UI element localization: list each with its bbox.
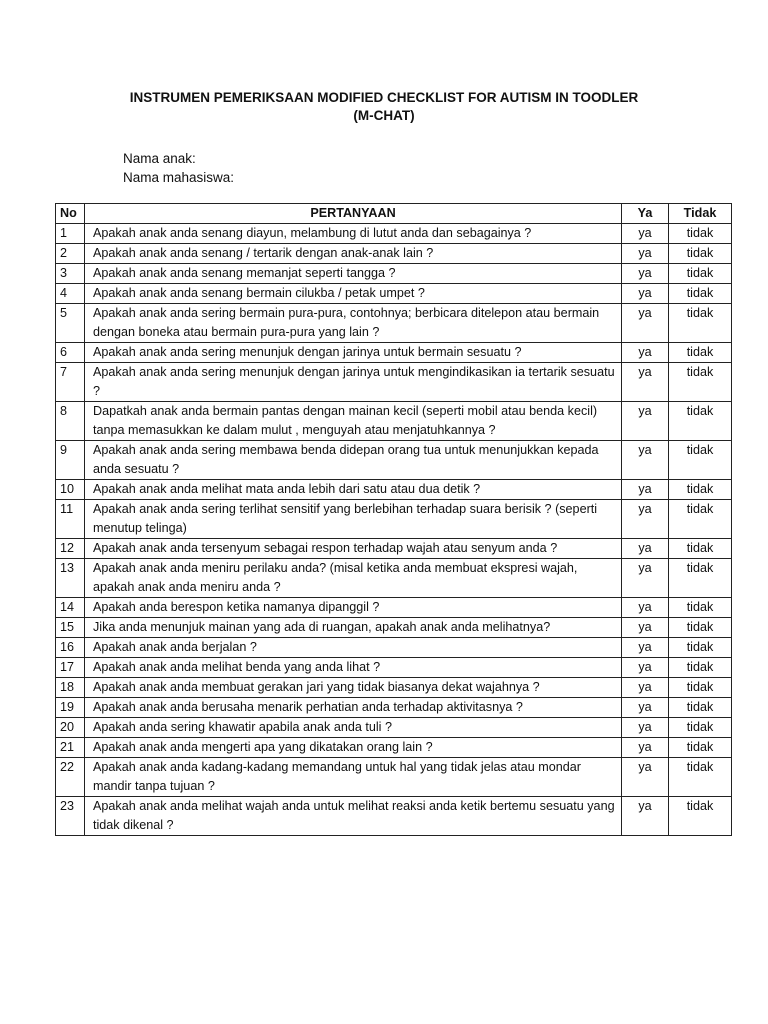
table-row <box>56 402 732 441</box>
row-answer-ya: ya <box>622 363 669 402</box>
row-number: 21 <box>56 738 85 758</box>
document-title: INSTRUMEN PEMERIKSAAN MODIFIED CHECKLIST FOR AUTISM IN TOODLER <box>129 90 639 105</box>
row-answer-ya: ya <box>622 559 669 598</box>
row-answer-tidak: tidak <box>669 284 732 304</box>
row-number: 15 <box>56 618 85 638</box>
row-question: Apakah anak anda sering terlihat sensitif yang berlebihan terhadap suara berisik ? (seperti menutup telinga) <box>85 500 622 539</box>
row-answer-ya: ya <box>622 618 669 638</box>
row-answer-ya: ya <box>622 539 669 559</box>
row-answer-tidak: tidak <box>669 480 732 500</box>
row-question: Jika anda menunjuk mainan yang ada di ruangan, apakah anak anda melihatnya? <box>85 618 622 638</box>
row-question: Apakah anak anda senang / tertarik dengan anak-anak lain ? <box>85 244 622 264</box>
row-answer-ya: ya <box>622 224 669 244</box>
row-answer-tidak: tidak <box>669 500 732 539</box>
mchat-question-table <box>55 203 732 836</box>
row-number: 22 <box>56 758 85 797</box>
row-number: 12 <box>56 539 85 559</box>
row-answer-tidak: tidak <box>669 678 732 698</box>
row-question: Apakah anak anda kadang-kadang memandang untuk hal yang tidak jelas atau mondar mandir tanpa tujuan ? <box>85 758 622 797</box>
table-row <box>56 618 732 638</box>
row-answer-tidak: tidak <box>669 244 732 264</box>
table-row <box>56 244 732 264</box>
row-number: 6 <box>56 343 85 363</box>
table-row <box>56 718 732 738</box>
row-number: 3 <box>56 264 85 284</box>
row-answer-ya: ya <box>622 718 669 738</box>
row-answer-ya: ya <box>622 638 669 658</box>
row-number: 20 <box>56 718 85 738</box>
row-question: Apakah anak anda melihat benda yang anda lihat ? <box>85 658 622 678</box>
header-question: PERTANYAAN <box>85 204 622 224</box>
row-question: Apakah anak anda mengerti apa yang dikatakan orang lain ? <box>85 738 622 758</box>
row-answer-tidak: tidak <box>669 658 732 678</box>
row-answer-ya: ya <box>622 244 669 264</box>
document-subtitle: (M-CHAT) <box>353 108 415 123</box>
row-question: Apakah anak anda meniru perilaku anda? (misal ketika anda membuat ekspresi wajah, apakah anak anda meniru anda ? <box>85 559 622 598</box>
row-question: Apakah anak anda sering bermain pura-pura, contohnya; berbicara ditelepon atau bermain dengan boneka atau bermain pura-pura yang lain ? <box>85 304 622 343</box>
table-row <box>56 758 732 797</box>
row-answer-tidak: tidak <box>669 224 732 244</box>
row-number: 13 <box>56 559 85 598</box>
row-question: Apakah anak anda senang diayun, melambung di lutut anda dan sebagainya ? <box>85 224 622 244</box>
table-row <box>56 224 732 244</box>
row-question: Apakah anda sering khawatir apabila anak anda tuli ? <box>85 718 622 738</box>
row-answer-tidak: tidak <box>669 402 732 441</box>
row-answer-ya: ya <box>622 698 669 718</box>
row-number: 5 <box>56 304 85 343</box>
row-answer-ya: ya <box>622 304 669 343</box>
row-number: 4 <box>56 284 85 304</box>
table-row <box>56 539 732 559</box>
row-answer-tidak: tidak <box>669 559 732 598</box>
row-answer-tidak: tidak <box>669 363 732 402</box>
table-row <box>56 343 732 363</box>
table-row <box>56 559 732 598</box>
row-answer-tidak: tidak <box>669 304 732 343</box>
row-answer-tidak: tidak <box>669 698 732 718</box>
header-tidak: Tidak <box>669 204 732 224</box>
row-answer-ya: ya <box>622 343 669 363</box>
table-row <box>56 738 732 758</box>
row-question: Apakah anak anda senang memanjat seperti tangga ? <box>85 264 622 284</box>
table-row <box>56 598 732 618</box>
row-question: Apakah anak anda membuat gerakan jari yang tidak biasanya dekat wajahnya ? <box>85 678 622 698</box>
row-answer-tidak: tidak <box>669 441 732 480</box>
table-row <box>56 304 732 343</box>
row-answer-tidak: tidak <box>669 598 732 618</box>
table-row <box>56 658 732 678</box>
row-answer-ya: ya <box>622 480 669 500</box>
row-number: 10 <box>56 480 85 500</box>
row-answer-ya: ya <box>622 500 669 539</box>
row-answer-tidak: tidak <box>669 638 732 658</box>
row-question: Apakah anak anda tersenyum sebagai respon terhadap wajah atau senyum anda ? <box>85 539 622 559</box>
row-number: 8 <box>56 402 85 441</box>
row-answer-tidak: tidak <box>669 718 732 738</box>
table-row <box>56 441 732 480</box>
row-question: Apakah anak anda sering membawa benda didepan orang tua untuk menunjukkan kepada anda sesuatu ? <box>85 441 622 480</box>
table-row <box>56 480 732 500</box>
table-row <box>56 284 732 304</box>
row-number: 1 <box>56 224 85 244</box>
row-answer-tidak: tidak <box>669 738 732 758</box>
table-row <box>56 678 732 698</box>
row-number: 2 <box>56 244 85 264</box>
row-question: Apakah anak anda berusaha menarik perhatian anda terhadap aktivitasnya ? <box>85 698 622 718</box>
row-number: 17 <box>56 658 85 678</box>
row-answer-ya: ya <box>622 284 669 304</box>
row-answer-ya: ya <box>622 598 669 618</box>
row-number: 23 <box>56 797 85 836</box>
row-question: Apakah anak anda senang bermain cilukba / petak umpet ? <box>85 284 622 304</box>
table-row <box>56 797 732 836</box>
row-number: 11 <box>56 500 85 539</box>
row-question: Apakah anak anda sering menunjuk dengan jarinya untuk mengindikasikan ia tertarik sesuatu ? <box>85 363 622 402</box>
row-answer-ya: ya <box>622 402 669 441</box>
table-header-row <box>56 204 732 224</box>
row-question: Apakah anda berespon ketika namanya dipanggil ? <box>85 598 622 618</box>
row-number: 14 <box>56 598 85 618</box>
row-number: 19 <box>56 698 85 718</box>
header-no: No <box>56 204 85 224</box>
row-answer-tidak: tidak <box>669 539 732 559</box>
row-question: Dapatkah anak anda bermain pantas dengan mainan kecil (seperti mobil atau benda kecil) tanpa memasukkan ke dalam mulut , menguyah atau menjatuhkannya ? <box>85 402 622 441</box>
table-row <box>56 500 732 539</box>
row-answer-ya: ya <box>622 658 669 678</box>
row-answer-tidak: tidak <box>669 758 732 797</box>
student-name-label: Nama mahasiswa: <box>123 170 235 185</box>
header-ya: Ya <box>622 204 669 224</box>
row-answer-ya: ya <box>622 441 669 480</box>
child-name-label: Nama anak: <box>123 151 196 166</box>
row-number: 9 <box>56 441 85 480</box>
row-number: 7 <box>56 363 85 402</box>
row-answer-ya: ya <box>622 797 669 836</box>
row-answer-tidak: tidak <box>669 264 732 284</box>
row-answer-tidak: tidak <box>669 618 732 638</box>
row-answer-ya: ya <box>622 758 669 797</box>
row-question: Apakah anak anda melihat mata anda lebih dari satu atau dua detik ? <box>85 480 622 500</box>
row-question: Apakah anak anda melihat wajah anda untuk melihat reaksi anda ketik bertemu sesuatu yang tidak dikenal ? <box>85 797 622 836</box>
table-row <box>56 363 732 402</box>
row-number: 16 <box>56 638 85 658</box>
table-row <box>56 264 732 284</box>
row-answer-tidak: tidak <box>669 797 732 836</box>
row-answer-tidak: tidak <box>669 343 732 363</box>
row-answer-ya: ya <box>622 738 669 758</box>
row-question: Apakah anak anda sering menunjuk dengan jarinya untuk bermain sesuatu ? <box>85 343 622 363</box>
row-answer-ya: ya <box>622 264 669 284</box>
row-number: 18 <box>56 678 85 698</box>
table-row <box>56 698 732 718</box>
row-answer-ya: ya <box>622 678 669 698</box>
table-row <box>56 638 732 658</box>
row-question: Apakah anak anda berjalan ? <box>85 638 622 658</box>
